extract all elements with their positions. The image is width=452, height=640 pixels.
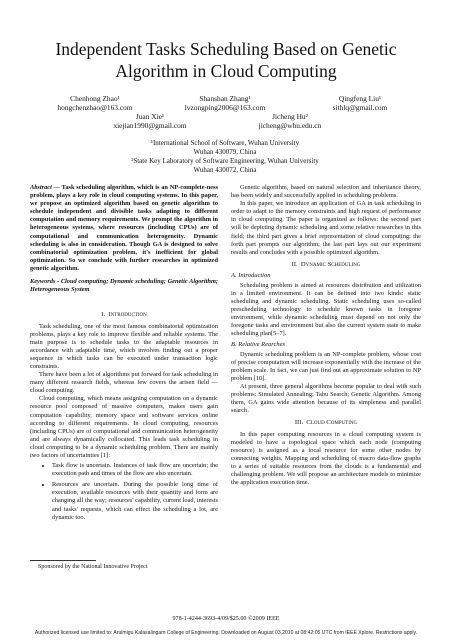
subsection-heading: B. Relative Rearches xyxy=(231,341,286,349)
author-email: lvzongping2006@163.com xyxy=(184,103,266,113)
affiliation-line: ¹International School of Software, Wuhan University xyxy=(150,139,300,147)
paragraph: At present, three general algorithms become popular to deal with such problems: Simulated Annealing; Tabu Search; Genetic Algorithm. Among them, GA gains wide attention because of its simpleness and parallel search. xyxy=(231,382,421,415)
paragraph: Dynamic scheduling problem is an NP-complete problem, whose cost of precise computation will increase exponentially with the increase of the problem scale. In fact, we can just find out an approximate solution to NP problem [10]. xyxy=(231,350,421,382)
author-name: Juan Xie¹ xyxy=(135,112,165,121)
paragraph: In this paper, we introduce an application of GA in task scheduling in order to adapt to the memory constraints and high request of performance in cloud computing. The paper is organized as follows: the second part will be depicting dynamic scheduling and some relative researches in this field; the third part gives a brief representation of cloud computing; the forth part prompts our algorithm; the last part lays out our experiment results and concludes with a possible optimized algorithm. xyxy=(231,200,421,256)
author-name: Shanshan Zhang¹ xyxy=(199,94,251,103)
author-email: xiejian1990@gmail.com xyxy=(113,121,187,131)
affiliation-line: Wuhan 430079, China xyxy=(193,148,257,156)
paragraph: Cloud computing, which means assigning computation on a dynamic resource pool composed of massive computers, makes users gain computation capability, memory space and software services online according to different requirements. In cloud computing, resources (including CPUs) are of computational and communication heterogeneity and are always dynamically collocated. This leads task scheduling in cloud computing to be a dynamic scheduling problem. There are mainly two factors of uncertainties [1]: xyxy=(30,395,218,459)
section-heading xyxy=(231,261,421,270)
section-introduction xyxy=(30,307,218,525)
abstract-label: Abstract xyxy=(30,184,52,191)
keywords xyxy=(30,278,218,294)
paragraph: Task scheduling, one of the most famous combinatorial optimization problems, plays a key role to improve flexible and reliable systems. The main purpose is to schedule tasks to the adaptable resources in accordance with adaptable time, which involves finding out a proper sequence in which tasks can be executed under transaction logic constraints. xyxy=(30,322,218,370)
section-number: III. xyxy=(294,419,304,427)
section-title: Cloud Computing xyxy=(306,419,358,427)
section-heading xyxy=(231,419,421,428)
bullet-item: • Task flow is uncertain. Instances of task flow are uncertain; the execution path and times of the flow are also uncertain. xyxy=(52,462,218,478)
footnote-rule xyxy=(30,560,96,561)
bullet-item: • Resources are uncertain. During the possible long time of execution, available resources with their quantity and form are changing all the way; resources' capability, current load, interests and tasks' requests, which can effect the scheduling a lot, are dynamic too. xyxy=(52,481,218,521)
author-name: Chenhong Zhao¹ xyxy=(70,94,120,103)
section-number: II. xyxy=(291,260,298,268)
abstract-text: — Task scheduling algorithm, which is an NP-complete-ness problem, plays a key role in cloud computing systems. In this paper, we propose an optimized algorithm based on genetic algorithm to schedule independent and divisible tasks adapting to different computation and memory requirements. We prompt the algorithm in heterogeneous systems, where resources (including CPUs) are of computational and communication heterogeneity. Dynamic scheduling is also in consideration. Though GA is designed to solve combinatorial optimization problem, it's inefficient for global optimization. So we conclude with further researches in optimized genetic algorithm. xyxy=(30,184,218,272)
abstract xyxy=(30,184,218,273)
paragraph: Scheduling problem is aimed at resources distribution and utilization in a limited environment. It can be defined into two kinds: static scheduling and dynamic scheduling. Static scheduling uses so-called prescheduling technology to schedule known tasks in foregone environment, while dynamic scheduling must depend on not only the foregone tasks and environment but also the current system state to make scheduling plan[5–7]. xyxy=(231,281,421,338)
affiliation-line: Wuhan 430072, China xyxy=(193,166,257,174)
footnote: Sponsored by the National Innovative Project xyxy=(38,564,148,570)
author-email: sithlq@gmail.com xyxy=(332,103,388,113)
paragraph: In this paper computing resources in a cloud computing system is modeled to have a topological space which each node (computing resource) is assigned as a local resource for some other nodes by connecting weights. Mapping and scheduling of macro data-flow graphs to a series of suitable resources from the clouds is a fundamental and challenging problem. We will propose an architecture models to minimize the application execution time. xyxy=(231,430,421,487)
subsection-heading: A. Introduction xyxy=(231,272,271,280)
section-number: I. xyxy=(101,311,106,318)
isbn-line: 978-1-4244-3693-4/09/$25.00 ©2009 IEEE xyxy=(172,616,280,622)
section-heading xyxy=(30,311,218,320)
keywords-label: Keywords xyxy=(30,278,56,285)
paragraph: There have been a lot of algorithms put forward for task scheduling in many different research fields, whereas few covers the arisen field — cloud computing. xyxy=(30,371,218,395)
author-block xyxy=(90,112,210,130)
affiliations xyxy=(60,139,390,175)
section-title: Dynamic Scheduling xyxy=(300,260,361,268)
bullet-list xyxy=(30,462,218,522)
author-block xyxy=(305,94,415,112)
keywords-text: - Cloud computing; Dynamic scheduling; Genetic Algorithm; Heterogeneous System xyxy=(30,278,218,294)
author-name: Jicheng Hu² xyxy=(272,112,308,121)
paper-title: Independent Tasks Scheduling Based on Genetic Algorithm in Cloud Computing xyxy=(55,39,397,81)
author-block xyxy=(230,112,350,130)
license-notice: Authorized licensed use limited to: Arulmigu Kalasalingam College of Engineering. Downloaded on August 03,2010 at 08:42:05 UTC from IEEE Xplore. Restrictions apply. xyxy=(34,630,418,636)
author-block xyxy=(40,94,150,112)
author-name: Qingfeng Liu¹ xyxy=(338,94,382,103)
author-email: hongchenzhao@163.com xyxy=(57,103,133,113)
section-title: Introduction xyxy=(108,311,147,318)
author-email: jicheng@whu.edu.cn xyxy=(258,121,322,131)
paragraph: Genetic algorithm, based on natural selection and inheritance theory, has been widely and successfully applied in scheduling problems. xyxy=(231,184,421,200)
affiliation-line: ²State Key Laboratory of Software Engineering, Wuhan University xyxy=(131,157,319,165)
right-column xyxy=(231,184,421,488)
author-block xyxy=(160,94,290,112)
